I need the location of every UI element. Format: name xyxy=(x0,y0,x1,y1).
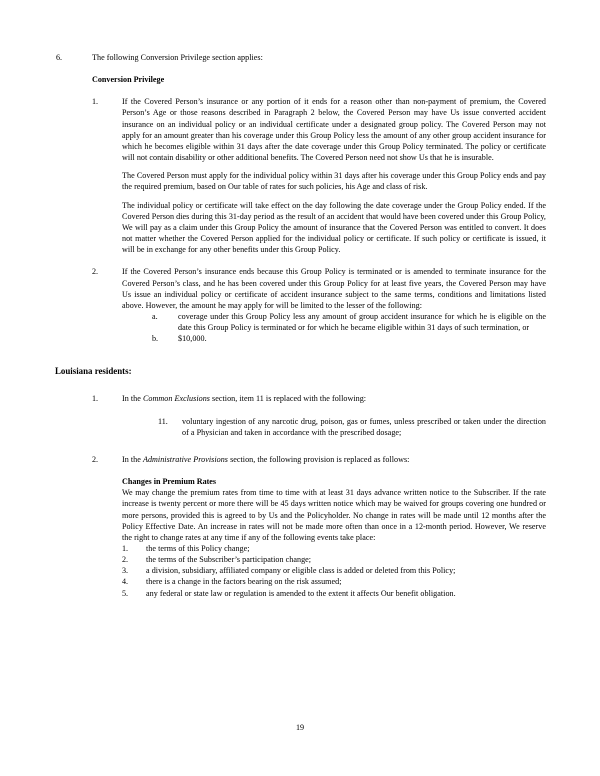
list-item-body xyxy=(146,565,546,576)
spacer xyxy=(56,85,546,96)
clause-1-paragraph-2: The Covered Person must apply for the individual policy within 31 days after his coverage under this Group Policy ends and pay the required premium, based on Our table of rates for such policies, his Age and class of risk. xyxy=(122,171,546,192)
list-marker: 3. xyxy=(122,566,129,576)
exclusion-11-text: voluntary ingestion of any narcotic drug, poison, gas or fumes, unless prescribed or taken under the direction of a Physician and taken in accordance with the prescribed dosage; xyxy=(182,416,546,437)
list-marker: 2. xyxy=(92,267,99,277)
list-marker: b. xyxy=(152,334,159,344)
lead-suffix: section, the following provision is replaced as follows: xyxy=(228,454,410,464)
premium-event-item xyxy=(122,588,546,599)
sub-item-a-text: coverage under this Group Policy less any amount of group accident insurance for which he is eligible on the date this Group Policy is terminated or for which he became eligible within 31 days of such termination, or xyxy=(178,311,546,333)
list-marker: 11. xyxy=(158,416,168,426)
lead-prefix: In the xyxy=(122,394,143,404)
list-item-body xyxy=(146,576,546,587)
spacer xyxy=(122,405,546,416)
changes-in-premium-rates-paragraph: We may change the premium rates from time to time with at least 31 days advance written notice to the Subscriber. If the rate increase is twenty percent or more there will be 45 days written notice which may be waived for groups covering one hundred or more persons, provided this is agreed to by Us and the Policyholder. No change in rates will be made until 12 months after the Policy Effective Date. An increase in rates will not be made more often than once in a 12-month period. However, We reserve the right to change rates at any time if any of the following events take place: xyxy=(122,488,546,542)
list-item-body xyxy=(146,554,546,565)
list-marker: 2. xyxy=(92,454,99,464)
premium-event-item xyxy=(122,543,546,554)
lead-italic-term: Administrative Provisions xyxy=(142,454,228,464)
louisiana-item-1 xyxy=(92,393,546,437)
list-marker: 4. xyxy=(122,577,129,587)
list-item-body xyxy=(122,96,546,255)
changes-in-premium-rates-heading: Changes in Premium Rates xyxy=(122,477,217,487)
louisiana-item-2-lead xyxy=(122,454,546,465)
spacer xyxy=(56,255,546,266)
page-number: 19 xyxy=(295,723,305,732)
premium-event-item xyxy=(122,576,546,587)
item6-lead-in: The following Conversion Privilege section applies: xyxy=(92,53,263,62)
lead-prefix: In the xyxy=(122,454,143,464)
list-item-body xyxy=(178,311,546,333)
premium-event-text: the terms of the Subscriber’s participation change; xyxy=(146,555,312,565)
conversion-privilege-heading-wrap xyxy=(92,74,546,85)
lead-italic-term: Common Exclusions xyxy=(142,394,210,404)
premium-event-item xyxy=(122,565,546,576)
list-marker: 1. xyxy=(92,97,99,107)
list-marker: 2. xyxy=(122,555,129,565)
premium-event-text: there is a change in the factors bearing on the risk assumed; xyxy=(146,577,342,587)
list-marker: a. xyxy=(152,311,158,321)
spacer xyxy=(56,377,546,393)
conversion-privilege-heading: Conversion Privilege xyxy=(92,75,165,85)
conversion-clause-2-sub-b xyxy=(152,333,546,344)
list-item-body xyxy=(92,52,546,63)
conversion-clause-2 xyxy=(92,266,546,344)
clause-1-paragraph-3: The individual policy or certificate will take effect on the day following the date coverage under the Group Policy ended. If the Covered Person dies during this 31-day period as the result of an accident that would have been covered under this Group Policy, We will pay as a claim under this Group Policy the amount of insurance that the Covered Person was entitled to convert. It does not matter whether the Covered Person applied for the individual policy or certificate. If such policy or certificate is issued, it will be in exchange for any other benefits under this Group Policy. xyxy=(122,200,546,255)
sub-item-b-text: $10,000. xyxy=(178,334,207,344)
spacer xyxy=(122,163,546,170)
louisiana-section xyxy=(55,365,546,377)
list-marker: 6. xyxy=(56,53,63,62)
list-item-body xyxy=(178,333,546,344)
premium-event-text: any federal or state law or regulation is amended to the extent it affects Our benefit obligation. xyxy=(146,588,456,598)
premium-event-item xyxy=(122,554,546,565)
list-item-body xyxy=(146,588,546,599)
list-item-body xyxy=(122,454,546,599)
list-item-6 xyxy=(56,52,546,63)
conversion-clause-1 xyxy=(92,96,546,255)
conversion-clause-2-sub-a xyxy=(152,311,546,333)
louisiana-exclusion-item-11 xyxy=(158,416,546,438)
louisiana-item-1-lead xyxy=(122,393,546,404)
list-marker: 5. xyxy=(122,588,129,598)
louisiana-heading: Louisiana residents: xyxy=(55,366,132,377)
premium-event-text: a division, subsidiary, affiliated company or eligible class is added or deleted from this Policy; xyxy=(146,566,456,576)
premium-event-text: the terms of this Policy change; xyxy=(146,544,250,553)
list-marker: 1. xyxy=(92,394,99,404)
list-marker: 1. xyxy=(122,544,129,553)
page-content xyxy=(56,52,546,599)
spacer xyxy=(56,438,546,454)
clause-2-paragraph-1: If the Covered Person’s insurance ends because this Group Policy is terminated or is amended to terminate insurance for the Covered Person’s class, and he has been covered under this Group Policy for at least five years, the Covered Person may have Us issue an individual policy or certificate of accident insurance subject to the same terms, conditions and limitations listed above. However, the amount he may apply for will be limited to the lesser of the following: xyxy=(122,267,546,310)
spacer xyxy=(56,63,546,74)
spacer xyxy=(122,465,546,476)
list-item-body xyxy=(122,266,546,344)
lead-suffix: section, item 11 is replaced with the following: xyxy=(209,394,367,404)
list-item-body xyxy=(146,543,546,554)
spacer xyxy=(122,193,546,200)
list-item-body xyxy=(182,416,546,438)
spacer xyxy=(56,344,546,365)
louisiana-item-2 xyxy=(92,454,546,599)
list-item-body xyxy=(122,393,546,437)
clause-1-paragraph-1: If the Covered Person’s insurance or any portion of it ends for a reason other than non-payment of premium, the Covered Person’s Age or those reasons described in Paragraph 2 below, the Covered Person may have Us issue converted accident insurance on an individual policy or an individual certificate under a designated group policy. The Covered Person may not apply for an amount greater than his coverage under this Group Policy less the amount of any other group accident insurance for which he becomes eligible within 31 days after the date coverage under this Group Policy terminated. The policy or certificate will not contain disability or other additional benefits. The Covered Person need not show Us that he is insurable. xyxy=(122,97,546,163)
